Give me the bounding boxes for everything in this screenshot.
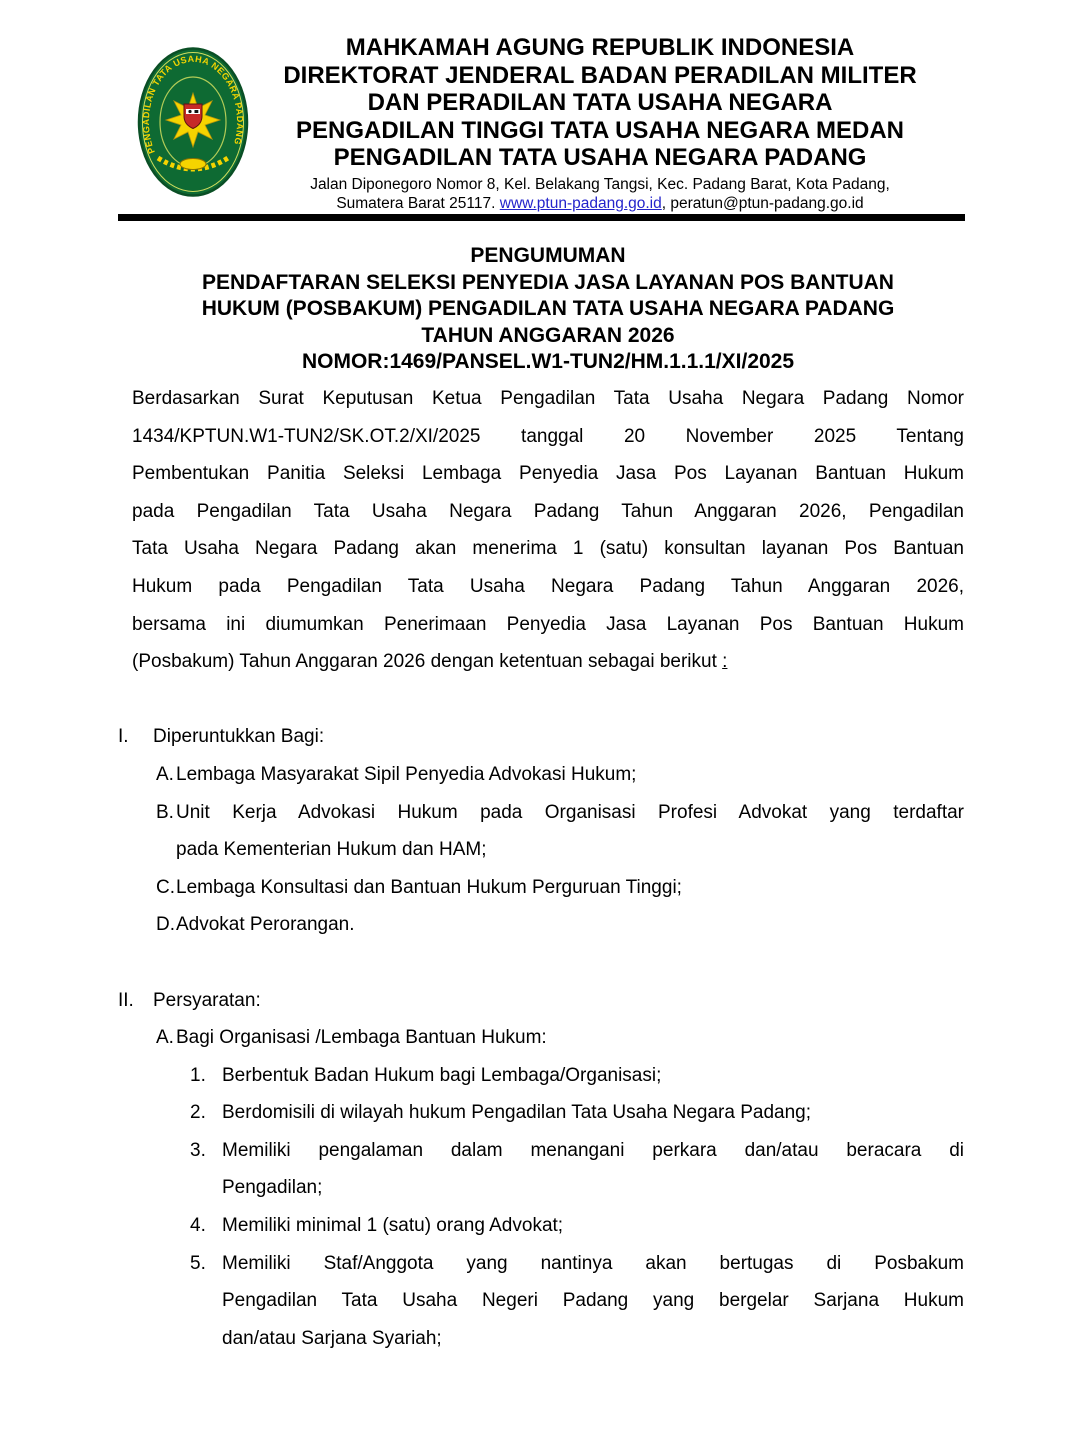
item-text <box>222 1132 964 1207</box>
item-text: Bagi Organisasi /Lembaga Bantuan Hukum: <box>176 1027 547 1049</box>
item-text: Berbentuk Badan Hukum bagi Lembaga/Organisasi; <box>222 1064 662 1086</box>
item-number: 2. <box>190 1102 206 1124</box>
numbered-item-1 <box>132 1057 964 1095</box>
list-item-a2 <box>132 1019 964 1057</box>
seal-banner <box>180 159 206 170</box>
seal-text: PENGADILAN TATA USAHA NEGARA PADANG <box>140 53 246 156</box>
paragraph-line: bersama ini diumumkan Penerimaan Penyedia Jasa Layanan Pos Bantuan Hukum <box>132 613 964 635</box>
item-number: 4. <box>190 1215 206 1237</box>
org-line-court: PENGADILAN TATA USAHA NEGARA PADANG <box>333 144 867 172</box>
item-line: Pengadilan Tata Usaha Negeri Padang yang bergelar Sarjana Hukum <box>222 1290 964 1312</box>
address-line-2-prefix: Sumatera Barat 25117. <box>336 194 500 212</box>
court-seal-logo <box>136 46 250 198</box>
item-number: 5. <box>190 1252 206 1274</box>
list-item-a <box>132 756 964 794</box>
item-label: C. <box>156 876 175 898</box>
paragraph-last-line <box>132 643 964 681</box>
section-1-heading: Diperuntukkan Bagi: <box>153 726 325 748</box>
org-line-high-court: PENGADILAN TINGGI TATA USAHA NEGARA MEDAN <box>296 116 904 144</box>
title-line-2: HUKUM (POSBAKUM) PENGADILAN TATA USAHA NEGARA PADANG <box>201 297 895 321</box>
section-2-heading-row <box>118 982 964 1020</box>
numbered-item-2 <box>132 1094 964 1132</box>
announcement-title <box>132 243 964 376</box>
paragraph-line: Tata Usaha Negara Padang akan menerima 1 (satu) konsultan layanan Pos Bantuan <box>132 538 964 560</box>
item-text: Berdomisili di wilayah hukum Pengadilan Tata Usaha Negara Padang; <box>222 1102 811 1124</box>
item-line: Memiliki pengalaman dalam menangani perkara dan/atau beracara di <box>222 1139 964 1161</box>
item-text <box>176 794 964 869</box>
item-text: Lembaga Konsultasi dan Bantuan Hukum Perguruan Tinggi; <box>176 876 682 898</box>
item-text: Lembaga Masyarakat Sipil Penyedia Advokasi Hukum; <box>176 763 637 785</box>
address-line-2 <box>248 194 952 213</box>
title-line-number: NOMOR:1469/PANSEL.W1-TUN2/HM.1.1.1/XI/2025 <box>301 350 795 374</box>
list-item-c <box>132 869 964 907</box>
email-text: peratun@ptun-padang.go.id <box>670 194 864 212</box>
numbered-item-5 <box>132 1245 964 1358</box>
item-label: A. <box>156 763 174 785</box>
item-text <box>222 1245 964 1358</box>
opening-paragraph <box>132 380 964 681</box>
item-line: Memiliki Staf/Anggota yang nantinya akan bertugas di Posbakum <box>222 1252 964 1274</box>
org-line-directorate-2: DAN PERADILAN TATA USAHA NEGARA <box>367 89 833 117</box>
item-text: Advokat Perorangan. <box>176 914 355 936</box>
section-1-numeral: I. <box>118 726 129 748</box>
address-block <box>248 175 952 213</box>
address-line-2-separator: , <box>661 194 671 212</box>
paragraph-line: Hukum pada Pengadilan Tata Usaha Negara Padang Tahun Anggaran 2026, <box>132 575 964 597</box>
item-number: 3. <box>190 1139 206 1161</box>
court-seal-icon <box>136 46 250 198</box>
address-line-1: Jalan Diponegoro Nomor 8, Kel. Belakang Tangsi, Kec. Padang Barat, Kota Padang, <box>310 175 890 193</box>
numbered-item-3 <box>132 1132 964 1207</box>
item-line: Unit Kerja Advokasi Hukum pada Organisasi Profesi Advokat yang terdaftar <box>176 801 964 823</box>
section-2-numeral: II. <box>118 989 134 1011</box>
item-label: B. <box>156 801 174 823</box>
item-line: dan/atau Sarjana Syariah; <box>222 1327 442 1349</box>
paragraph-line: Pembentukan Panitia Seleksi Lembaga Penyedia Jasa Pos Layanan Bantuan Hukum <box>132 463 964 485</box>
underlined-colon: : <box>722 651 728 673</box>
item-number: 1. <box>190 1064 206 1086</box>
section-2-heading: Persyaratan: <box>153 989 261 1011</box>
letterhead <box>248 34 952 213</box>
title-line-pengumuman: PENGUMUMAN <box>470 244 626 267</box>
item-line: Pengadilan; <box>222 1177 323 1199</box>
list-item-b <box>132 794 964 869</box>
paragraph-line: 1434/KPTUN.W1-TUN2/SK.OT.2/XI/2025 tanggal 20 November 2025 Tentang <box>132 425 964 447</box>
item-label: D. <box>156 914 175 936</box>
item-text: Memiliki minimal 1 (satu) orang Advokat; <box>222 1215 564 1237</box>
numbered-item-4 <box>132 1207 964 1245</box>
title-line-1: PENDAFTARAN SELEKSI PENYEDIA JASA LAYANAN POS BANTUAN <box>202 270 894 294</box>
org-line-supreme-court: MAHKAMAH AGUNG REPUBLIK INDONESIA <box>345 34 855 61</box>
org-line-directorate: DIREKTORAT JENDERAL BADAN PERADILAN MILITER <box>283 61 917 89</box>
paragraph-line: pada Pengadilan Tata Usaha Negara Padang Tahun Anggaran 2026, Pengadilan <box>132 500 964 522</box>
website-link[interactable]: www.ptun-padang.go.id <box>499 194 662 212</box>
paragraph-line: Berdasarkan Surat Keputusan Ketua Pengadilan Tata Usaha Negara Padang Nomor <box>132 388 964 409</box>
document-body <box>118 380 964 1357</box>
header-divider <box>118 214 965 221</box>
list-item-d <box>132 906 964 944</box>
paragraph-last-line-text: (Posbakum) Tahun Anggaran 2026 dengan ketentuan sebagai berikut <box>132 651 723 673</box>
section-1-heading-row <box>118 718 964 756</box>
title-line-year: TAHUN ANGGARAN 2026 <box>421 323 675 347</box>
item-line: pada Kementerian Hukum dan HAM; <box>176 839 487 861</box>
item-label: A. <box>156 1027 174 1049</box>
